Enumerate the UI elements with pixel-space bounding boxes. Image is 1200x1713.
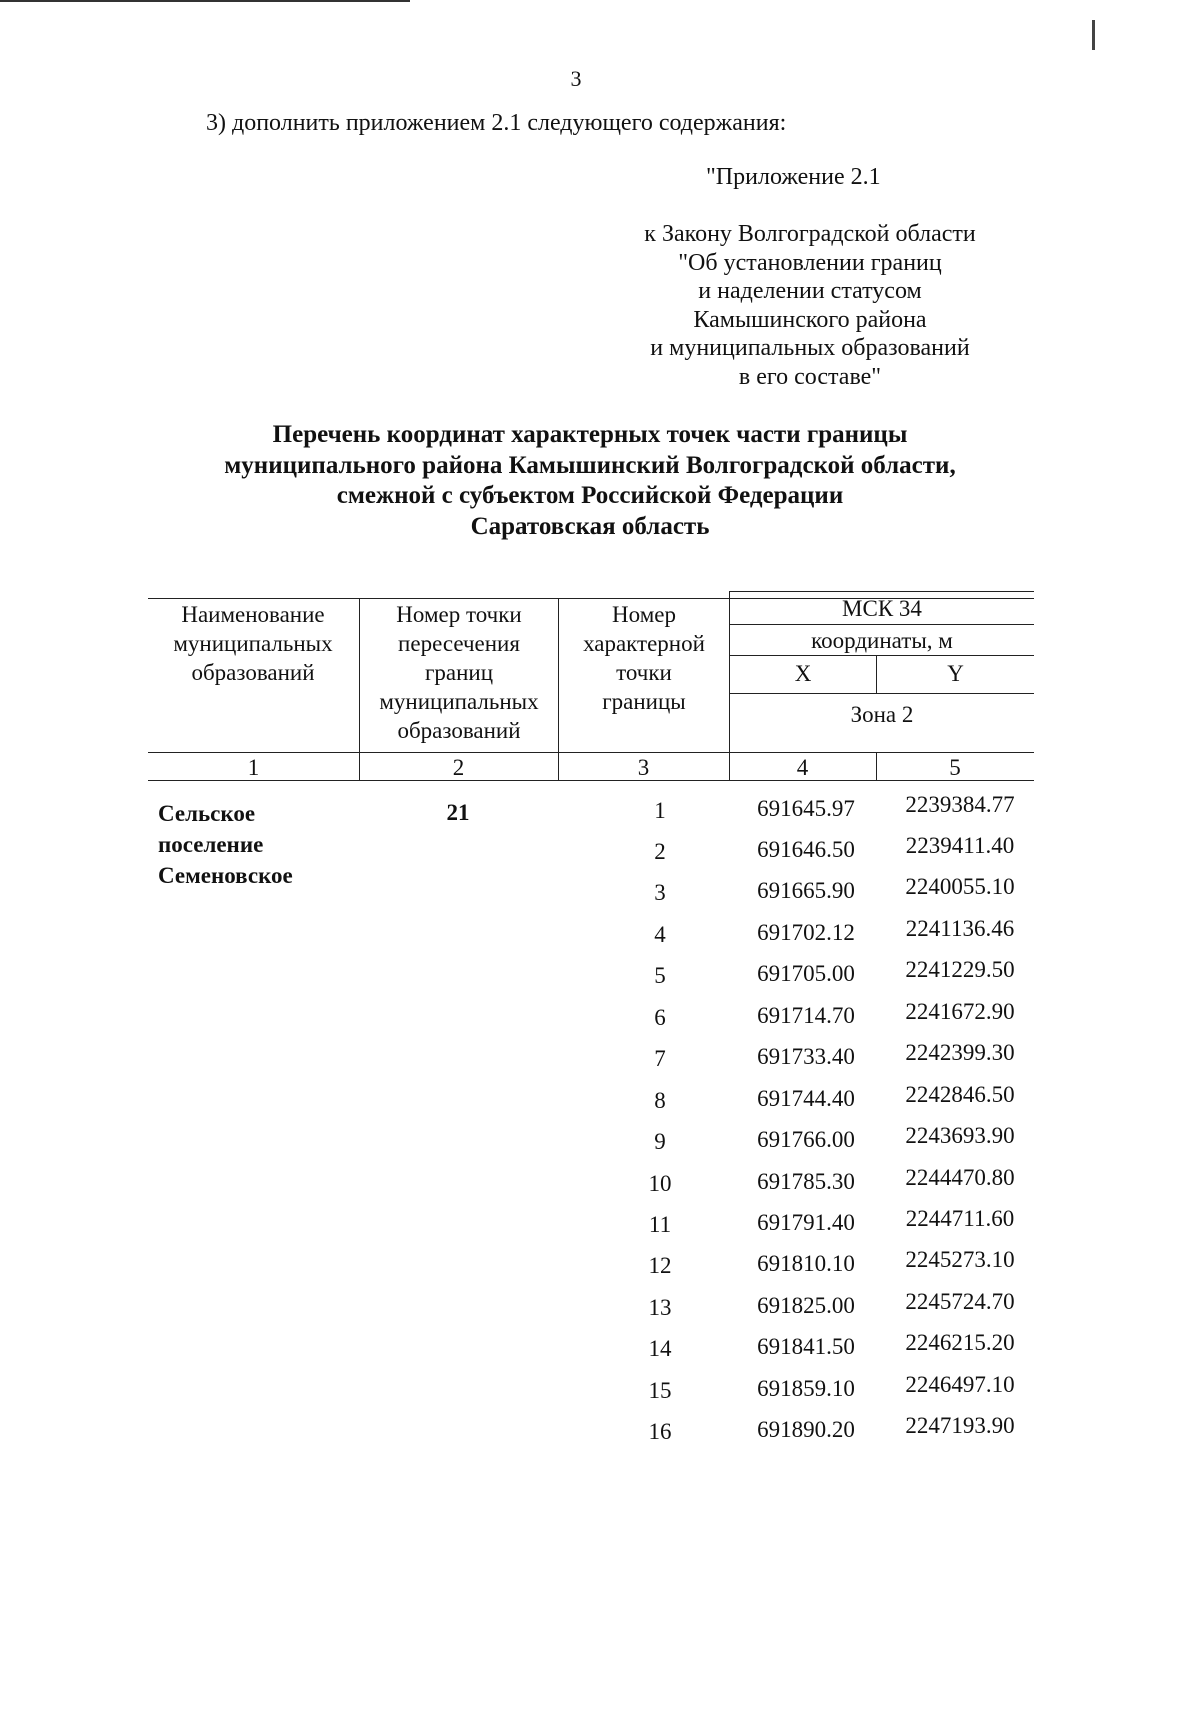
appendix-line: и наделении статусом — [698, 278, 922, 304]
scan-edge-line — [0, 0, 410, 2]
point-number: 2 — [654, 839, 666, 864]
col-number: 2 — [452, 755, 465, 780]
coord-y: 2241136.46 — [905, 916, 1015, 941]
coord-x: 691733.40 — [757, 1044, 855, 1069]
header-line: образований — [191, 660, 315, 685]
point-number: 13 — [648, 1295, 672, 1320]
point-number: 5 — [654, 963, 666, 988]
title-line: муниципального района Камышинский Волгоградской области, — [224, 451, 956, 479]
coord-y: 2242399.30 — [905, 1040, 1015, 1065]
header-x: X — [794, 661, 812, 686]
coord-x: 691665.90 — [757, 878, 855, 903]
name-line: Сельское — [158, 801, 256, 826]
header-msk: МСК 34 — [842, 596, 922, 621]
coord-x: 691705.00 — [757, 961, 855, 986]
header-zone: Зона 2 — [850, 702, 914, 727]
coord-y: 2246215.20 — [905, 1330, 1015, 1355]
coord-y: 2241229.50 — [905, 957, 1015, 982]
coord-x: 691825.00 — [757, 1293, 855, 1318]
coord-x: 691890.20 — [757, 1417, 855, 1442]
header-line: характерной — [583, 631, 705, 656]
point-number: 8 — [654, 1088, 666, 1113]
zone-top-rule — [730, 693, 1034, 694]
header-line: образований — [397, 718, 521, 743]
coord-y: 2247193.90 — [905, 1413, 1015, 1438]
point-number: 16 — [648, 1419, 672, 1444]
name-line: поселение — [158, 832, 264, 857]
coord-y: 2239411.40 — [905, 833, 1015, 858]
coord-x: 691744.40 — [757, 1086, 855, 1111]
coord-x: 691841.50 — [757, 1334, 855, 1359]
appendix-title: "Приложение 2.1 — [706, 164, 881, 190]
coord-y: 2241672.90 — [905, 999, 1015, 1024]
header-col2 — [362, 600, 556, 745]
coord-x: 691645.97 — [757, 796, 855, 821]
point-number: 10 — [648, 1171, 672, 1196]
coord-x: 691810.10 — [757, 1251, 855, 1276]
appendix-subtitle — [590, 220, 1030, 391]
title-line: Перечень координат характерных точек части границы — [272, 421, 908, 448]
coord-y: 2245273.10 — [905, 1247, 1015, 1272]
point-number: 7 — [654, 1046, 666, 1071]
appendix-line: в его составе" — [738, 363, 882, 390]
coord-y: 2239384.77 — [905, 792, 1015, 817]
appendix-line: к Закону Волгоградской области — [644, 221, 976, 247]
appendix-line: "Об установлении границ — [678, 249, 942, 276]
header-line: муниципальных — [173, 631, 333, 656]
header-line: границы — [602, 689, 686, 714]
title-line: Саратовская область — [470, 512, 710, 540]
point-number: 12 — [648, 1253, 672, 1278]
coord-y: 2244711.60 — [905, 1206, 1015, 1231]
coord-y: 2245724.70 — [905, 1289, 1015, 1314]
table-top-border-ext — [730, 591, 1034, 592]
point-number: 4 — [654, 922, 666, 947]
name-line: Семеновское — [158, 863, 293, 888]
col-number: 5 — [949, 755, 961, 780]
municipality-name — [158, 798, 293, 891]
coord-x: 691646.50 — [757, 837, 855, 862]
header-y: Y — [947, 661, 964, 686]
header-line: Номер точки — [396, 602, 522, 627]
coord-y: 2242846.50 — [905, 1082, 1015, 1107]
coord-y: 2240055.10 — [905, 874, 1015, 899]
point-number: 9 — [654, 1129, 666, 1154]
point-number: 11 — [648, 1212, 672, 1237]
col-number: 4 — [796, 755, 809, 780]
title-line: смежной с субъектом Российской Федерации — [336, 482, 844, 509]
header-coords: координаты, м — [811, 628, 953, 653]
col-number: 3 — [637, 755, 650, 780]
coord-x: 691791.40 — [757, 1210, 855, 1235]
xy-top-rule — [730, 655, 1034, 656]
coord-x: 691859.10 — [757, 1376, 855, 1401]
point-number: 6 — [654, 1005, 666, 1030]
intersection-point-number: 21 — [446, 800, 470, 825]
coord-y: 2246497.10 — [905, 1372, 1015, 1397]
document-title — [150, 420, 1030, 542]
header-col3 — [560, 600, 728, 716]
col-number: 1 — [247, 755, 260, 780]
appendix-line: Камышинского района — [693, 306, 927, 333]
header-line: муниципальных — [379, 689, 539, 714]
scan-edge-mark — [1092, 20, 1095, 50]
point-number: 14 — [648, 1336, 672, 1361]
header-line: границ — [424, 660, 494, 685]
intro-text: 3) дополнить приложением 2.1 следующего содержания: — [206, 110, 787, 136]
coord-x: 691766.00 — [757, 1127, 855, 1152]
coord-y: 2244470.80 — [905, 1165, 1015, 1190]
point-number: 1 — [654, 798, 666, 823]
point-number: 3 — [654, 880, 666, 905]
page-number: 3 — [570, 66, 582, 91]
header-line: Наименование — [181, 602, 325, 627]
coord-x: 691702.12 — [757, 920, 855, 945]
coord-y: 2243693.90 — [905, 1123, 1015, 1148]
appendix-line: и муниципальных образований — [650, 335, 970, 361]
header-line: точки — [616, 660, 672, 685]
coord-x: 691714.70 — [757, 1003, 855, 1028]
header-line: Номер — [612, 602, 676, 627]
coord-x: 691785.30 — [757, 1169, 855, 1194]
coords-top-rule — [730, 624, 1034, 625]
header-col1 — [152, 600, 354, 687]
point-number: 15 — [648, 1378, 672, 1403]
header-line: пересечения — [398, 631, 520, 656]
